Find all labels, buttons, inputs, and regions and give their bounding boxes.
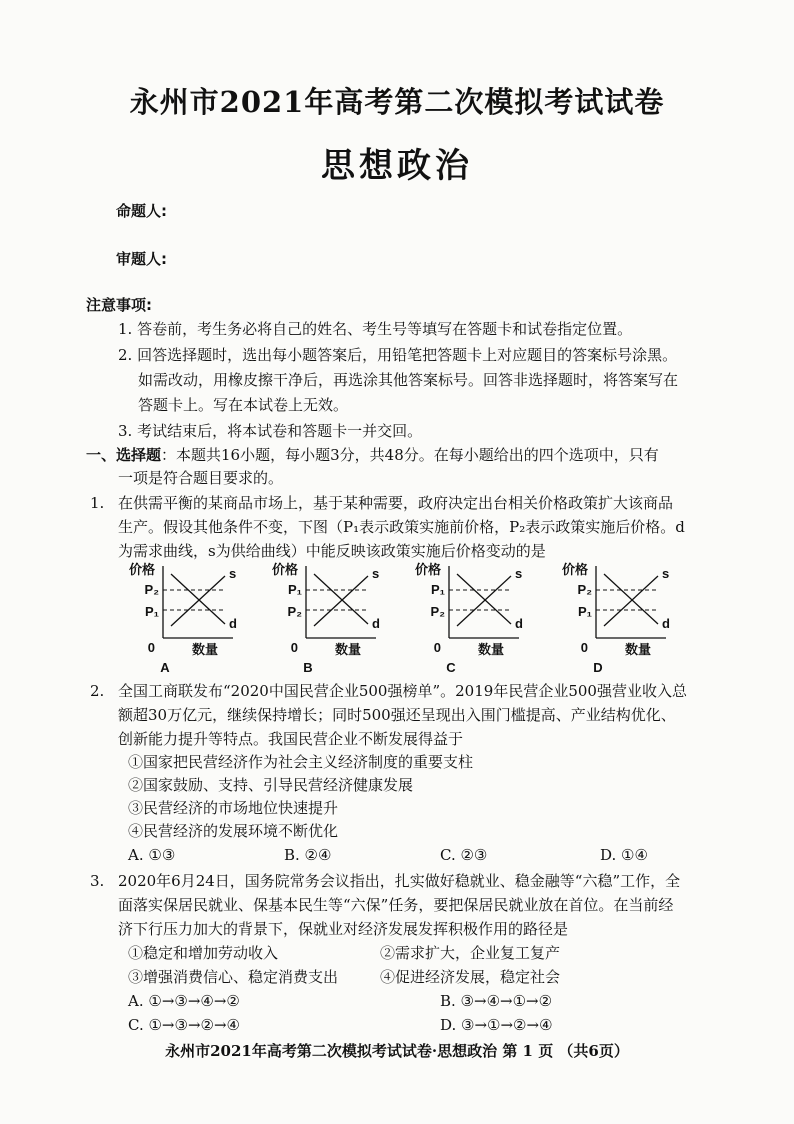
upper-price-label: P₂	[577, 582, 592, 597]
question-stem: 为需求曲线，s为供给曲线）中能反映该政策实施后价格变动的是	[118, 542, 546, 560]
answer-option: D. ①④	[600, 846, 648, 864]
statement-item: ①稳定和增加劳动收入	[128, 944, 279, 962]
question-stem: 额超30万亿元，继续保持增长；同时500强还呈现出入围门槛提高、产业结构优化、	[118, 706, 676, 724]
y-axis-label: 价格	[128, 562, 155, 577]
section1-text: ：本题共16小题，每小题3分，共48分。在每小题给出的四个选项中，只有	[161, 446, 659, 464]
supply-label: s	[372, 566, 380, 581]
setter-label: 命题人:	[116, 202, 167, 220]
option-letter: B	[303, 660, 313, 675]
lower-price-label: P₁	[144, 604, 159, 619]
option-letter: C	[446, 660, 456, 675]
demand-curve	[171, 574, 225, 624]
upper-price-label: P₁	[287, 582, 302, 597]
question-stem: 全国工商联发布“2020中国民营企业500强榜单”。2019年民营企业500强营业收入总	[118, 682, 687, 700]
notice-line: 如需改动，用橡皮擦干净后，再选涂其他答案标号。回答非选择题时，将答案写在	[138, 371, 679, 389]
section1-line	[86, 444, 659, 466]
x-axis-label: 数量	[477, 642, 505, 657]
notice-line: 3. 考试结束后，将本试卷和答题卡一并交回。	[118, 422, 423, 440]
demand-curve	[604, 574, 658, 624]
option-letter: D	[593, 660, 603, 675]
statement-item: ③民营经济的市场地位快速提升	[128, 799, 339, 817]
graph-d	[558, 560, 688, 680]
graph-c	[411, 560, 541, 680]
price-graph	[268, 560, 398, 680]
section1-line: 一项是符合题目要求的。	[118, 469, 284, 487]
statement-item: ②国家鼓励、支持、引导民营经济健康发展	[128, 776, 414, 794]
page-footer: 永州市2021年高考第二次模拟考试试卷·思想政治 第 1 页 （共6页）	[165, 1042, 629, 1060]
notice-heading: 注意事项:	[86, 296, 152, 314]
question-stem: 2020年6月24日，国务院常务会议指出，扎实做好稳就业、稳金融等“六稳”工作，全	[118, 872, 681, 890]
section1-heading: 一、选择题	[86, 446, 162, 464]
notice-line: 答题卡上。写在本试卷上无效。	[138, 396, 349, 414]
x-axis-label: 数量	[624, 642, 652, 657]
supply-label: s	[515, 566, 523, 581]
answer-option: B. ③→④→①→②	[440, 992, 553, 1010]
question-number: 3.	[90, 872, 105, 890]
answer-option: A. ①→③→④→②	[128, 992, 240, 1010]
supply-label: s	[662, 566, 670, 581]
origin-label: 0	[433, 640, 441, 655]
supply-curve	[457, 576, 511, 626]
origin-label: 0	[290, 640, 298, 655]
y-axis-label: 价格	[561, 562, 588, 577]
answer-option: B. ②④	[284, 846, 332, 864]
answer-option: A. ①③	[128, 846, 176, 864]
price-graph	[125, 560, 255, 680]
reviewer-label: 审题人:	[116, 250, 167, 268]
subject-title: 思想政治	[321, 146, 473, 186]
lower-price-label: P₂	[287, 604, 302, 619]
demand-label: d	[372, 616, 380, 631]
lower-price-label: P₂	[430, 604, 445, 619]
graph-b	[268, 560, 398, 680]
answer-option: C. ②③	[440, 846, 488, 864]
upper-price-label: P₂	[144, 582, 159, 597]
answer-option: D. ③→①→②→④	[440, 1016, 553, 1034]
question-stem: 创新能力提升等特点。我国民营企业不断发展得益于	[118, 730, 464, 748]
lower-price-label: P₁	[577, 604, 592, 619]
demand-curve	[457, 574, 511, 624]
option-letter: A	[160, 660, 170, 675]
price-graph	[558, 560, 688, 680]
exam-title: 永州市2021年高考第二次模拟考试试卷	[129, 85, 665, 119]
demand-label: d	[662, 616, 670, 631]
question-stem: 面落实保居民就业、保基本民生等“六保”任务，要把保居民就业放在首位。在当前经	[118, 896, 674, 914]
statement-item: ④民营经济的发展环境不断优化	[128, 822, 339, 840]
y-axis-label: 价格	[271, 562, 298, 577]
x-axis-label: 数量	[191, 642, 219, 657]
demand-label: d	[515, 616, 523, 631]
statement-item: ②需求扩大，企业复工复产	[380, 944, 561, 962]
question-number: 1.	[90, 494, 105, 512]
demand-curve	[314, 574, 368, 624]
question-stem: 济下行压力加大的背景下，保就业对经济发展发挥积极作用的路径是	[118, 920, 569, 938]
graph-a	[125, 560, 255, 680]
origin-label: 0	[147, 640, 155, 655]
statement-item: ③增强消费信心、稳定消费支出	[128, 968, 339, 986]
x-axis-label: 数量	[334, 642, 362, 657]
demand-label: d	[229, 616, 237, 631]
y-axis-label: 价格	[414, 562, 441, 577]
upper-price-label: P₁	[430, 582, 445, 597]
statement-item: ①国家把民营经济作为社会主义经济制度的重要支柱	[128, 753, 474, 771]
notice-line: 1. 答卷前，考生务必将自己的姓名、考生号等填写在答题卡和试卷指定位置。	[118, 320, 633, 338]
question-stem: 生产。假设其他条件不变，下图（P₁表示政策实施前价格，P₂表示政策实施后价格。d	[118, 518, 685, 536]
question-number: 2.	[90, 682, 105, 700]
answer-option: C. ①→③→②→④	[128, 1016, 240, 1034]
notice-line: 2. 回答选择题时，选出每小题答案后，用铅笔把答题卡上对应题目的答案标号涂黑。	[118, 346, 678, 364]
supply-curve	[171, 576, 225, 626]
supply-curve	[314, 576, 368, 626]
price-graph	[411, 560, 541, 680]
question-stem: 在供需平衡的某商品市场上，基于某种需要，政府决定出台相关价格政策扩大该商品	[118, 494, 674, 512]
supply-label: s	[229, 566, 237, 581]
statement-item: ④促进经济发展，稳定社会	[380, 968, 561, 986]
supply-curve	[604, 576, 658, 626]
origin-label: 0	[580, 640, 588, 655]
